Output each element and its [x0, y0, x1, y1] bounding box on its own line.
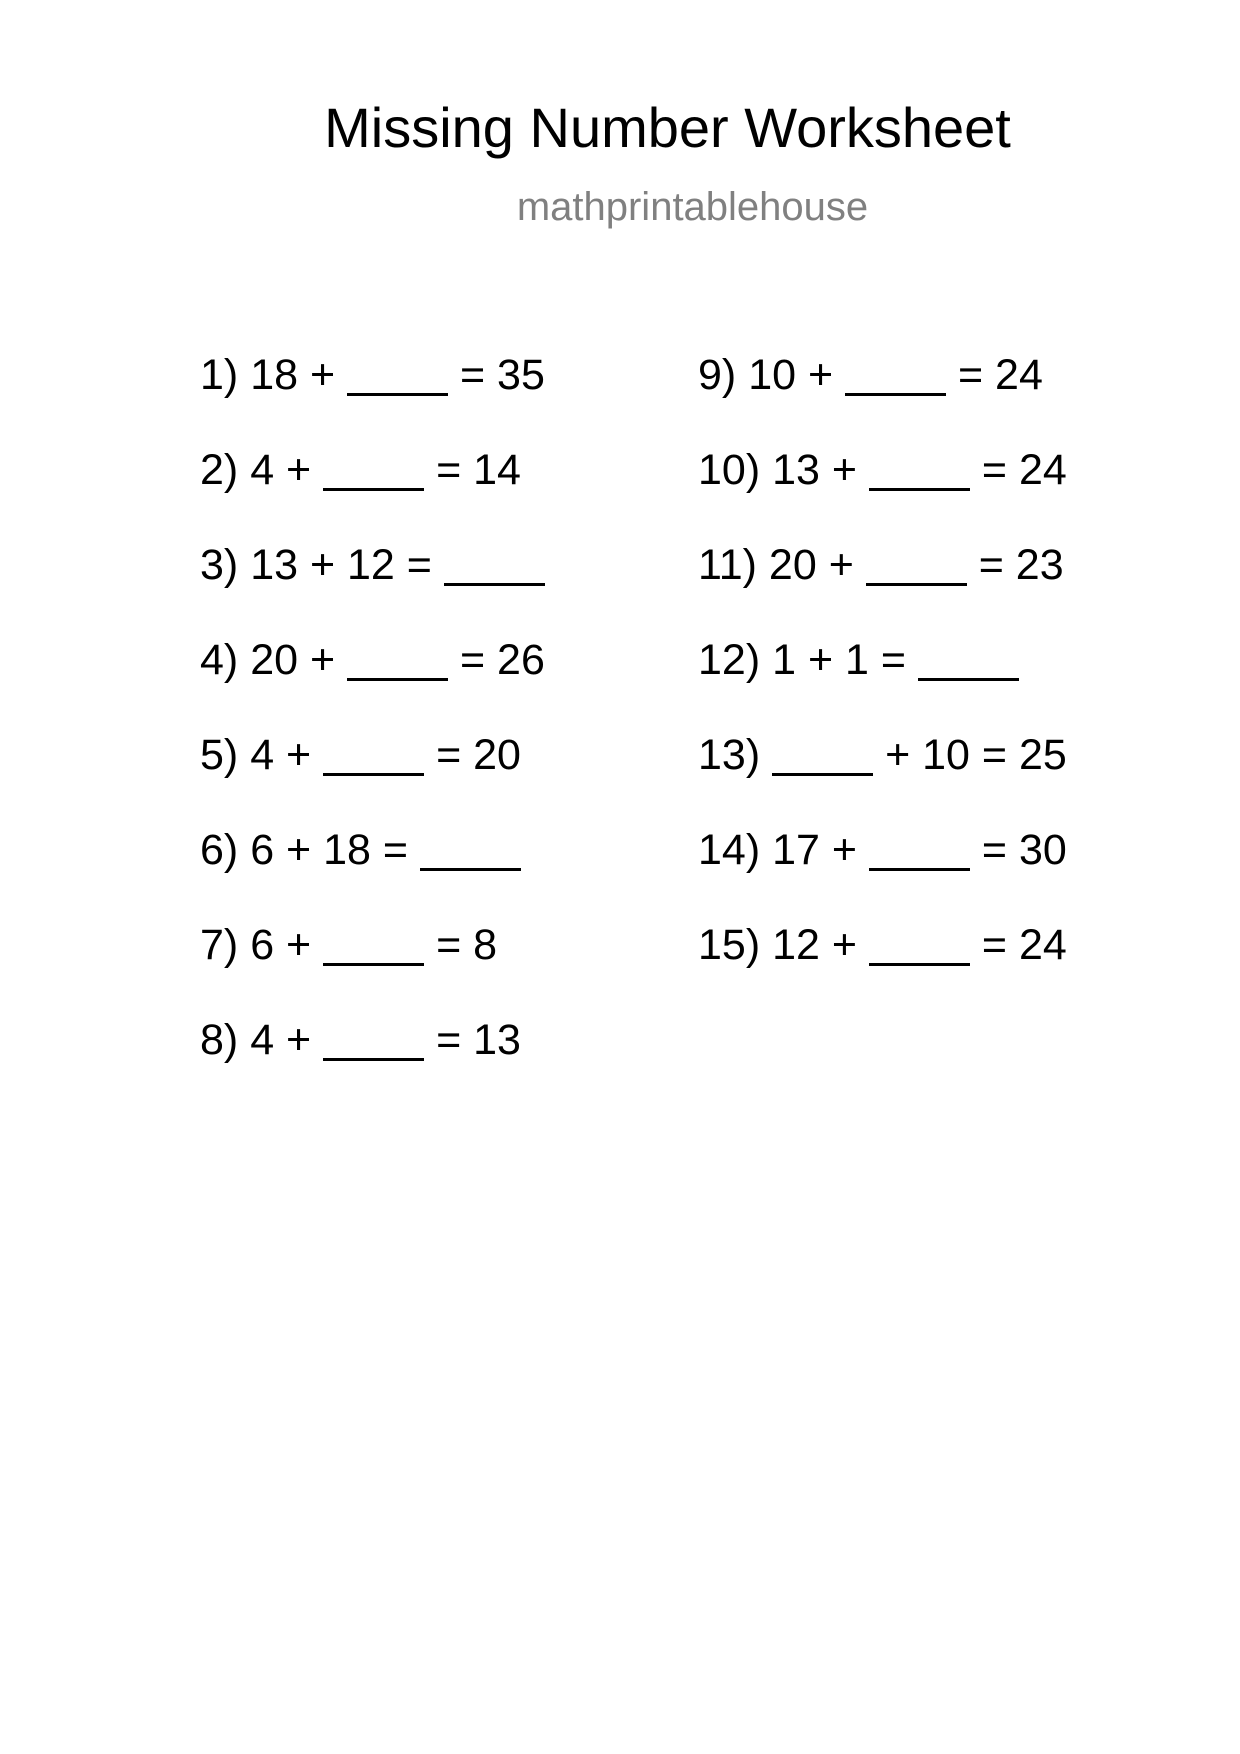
problem-after: = 23 — [978, 541, 1064, 589]
problem-number: 5) — [200, 731, 239, 779]
problem-4 — [200, 633, 545, 728]
answer-blank[interactable] — [869, 830, 970, 871]
problem-before: 4 + — [250, 1016, 312, 1064]
answer-blank[interactable] — [323, 735, 424, 776]
problem-after: = 35 — [459, 351, 545, 399]
problem-10 — [698, 443, 1067, 538]
problem-after: = 20 — [436, 731, 521, 779]
problem-1 — [200, 348, 545, 443]
problem-3 — [200, 538, 545, 633]
answer-blank[interactable] — [869, 450, 970, 491]
problem-before: 18 + — [250, 351, 336, 399]
problem-number: 8) — [200, 1016, 239, 1064]
problems-left-column — [200, 348, 545, 1108]
answer-blank[interactable] — [323, 450, 424, 491]
problem-before: 20 + — [250, 636, 336, 684]
problem-before: 4 + — [250, 731, 312, 779]
problem-after: = 24 — [981, 921, 1067, 969]
answer-blank[interactable] — [323, 1020, 424, 1061]
problem-number: 6) — [200, 826, 239, 874]
problem-after: = 26 — [459, 636, 545, 684]
problem-after: = 24 — [957, 351, 1043, 399]
problem-12 — [698, 633, 1067, 728]
problem-number: 14) — [698, 826, 761, 874]
answer-blank[interactable] — [866, 545, 967, 586]
problem-number: 4) — [200, 636, 239, 684]
problem-after: + 10 = 25 — [885, 731, 1067, 779]
problem-number: 2) — [200, 446, 239, 494]
problem-before: 12 + — [772, 921, 857, 969]
problem-number: 12) — [698, 636, 761, 684]
problem-number: 1) — [200, 351, 239, 399]
problem-number: 10) — [698, 446, 761, 494]
worksheet-title: Missing Number Worksheet — [324, 96, 1011, 159]
problem-before: 20 + — [768, 541, 854, 589]
problem-11 — [698, 538, 1067, 633]
problem-number: 11) — [698, 541, 757, 589]
problem-5 — [200, 728, 545, 823]
problem-8 — [200, 1013, 545, 1108]
answer-blank[interactable] — [420, 830, 521, 871]
worksheet-subtitle: mathprintablehouse — [516, 185, 869, 229]
problem-9 — [698, 348, 1067, 443]
problem-number: 3) — [200, 541, 239, 589]
problem-after: = 14 — [436, 446, 521, 494]
problem-2 — [200, 443, 545, 538]
answer-blank[interactable] — [869, 925, 970, 966]
problem-before: 1 + 1 = — [772, 636, 907, 684]
problem-6 — [200, 823, 545, 918]
problem-before: 13 + 12 = — [250, 541, 432, 589]
problem-15 — [698, 918, 1067, 1013]
problem-before: 4 + — [250, 446, 312, 494]
problem-14 — [698, 823, 1067, 918]
problem-before: 10 + — [748, 351, 834, 399]
problem-7 — [200, 918, 545, 1013]
problem-after: = 30 — [981, 826, 1067, 874]
problem-before: 13 + — [772, 446, 857, 494]
answer-blank[interactable] — [347, 355, 448, 396]
problems-right-column — [698, 348, 1067, 1013]
problem-13 — [698, 728, 1067, 823]
answer-blank[interactable] — [323, 925, 424, 966]
problem-before: 17 + — [772, 826, 857, 874]
problem-number: 9) — [698, 351, 737, 399]
answer-blank[interactable] — [918, 640, 1019, 681]
problem-after: = 24 — [981, 446, 1067, 494]
problem-number: 13) — [698, 731, 761, 779]
problem-after: = 8 — [436, 921, 498, 969]
answer-blank[interactable] — [772, 735, 873, 776]
answer-blank[interactable] — [347, 640, 448, 681]
problem-number: 15) — [698, 921, 761, 969]
answer-blank[interactable] — [845, 355, 946, 396]
problem-before: 6 + — [250, 921, 312, 969]
problem-before: 6 + 18 = — [250, 826, 408, 874]
problem-number: 7) — [200, 921, 239, 969]
answer-blank[interactable] — [444, 545, 545, 586]
problem-after: = 13 — [436, 1016, 521, 1064]
